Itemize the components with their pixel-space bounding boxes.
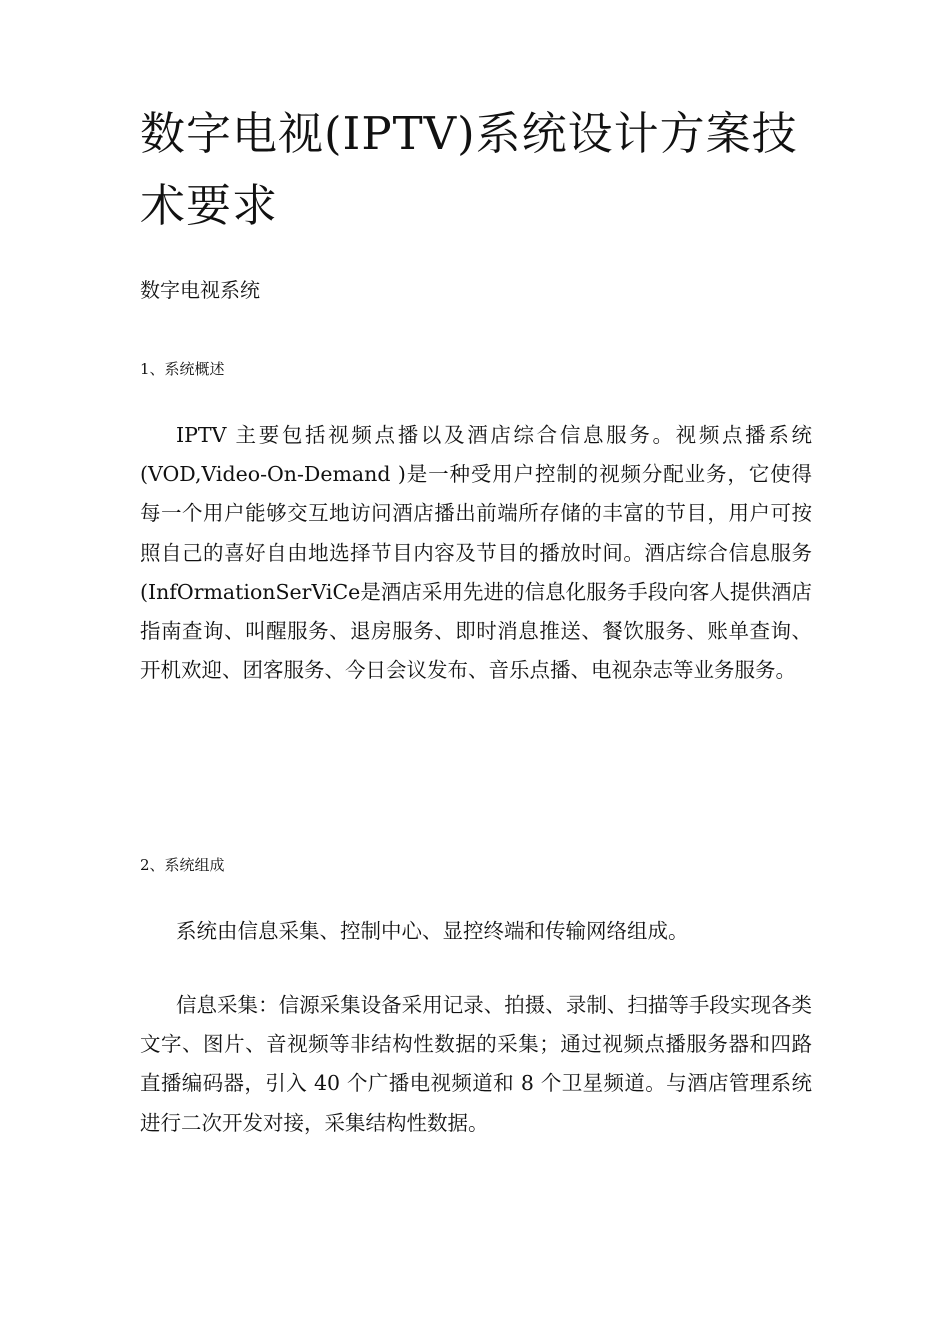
document-subtitle: 数字电视系统 — [140, 278, 260, 302]
document-title: 数字电视(IPTV)系统设计方案技术要求 — [140, 107, 798, 232]
composition-paragraph-collection: 信息采集：信源采集设备采用记录、拍摄、录制、扫描等手段实现各类文字、图片、音视频等非结构性数据的采集；通过视频点播服务器和四路直播编码器，引入 40 个广播电视频道和 8 个卫星频道。与酒店管理系统进行二次开发对接，采集结构性数据。 — [140, 993, 812, 1135]
composition-paragraph-intro: 系统由信息采集、控制中心、显控终端和传输网络组成。 — [176, 919, 689, 943]
section-heading-overview: 1、系统概述 — [140, 360, 225, 378]
section-heading-composition: 2、系统组成 — [140, 856, 225, 874]
overview-paragraph: IPTV 主要包括视频点播以及酒店综合信息服务。视频点播系统(VOD,Video-On-Demand )是一种受用户控制的视频分配业务，它使得每一个用户能够交互地访问酒店播出前端所存储的丰富的节目，用户可按照自己的喜好自由地选择节目内容及节目的播放时间。酒店综合信息服务(InfOrmationSerViCe是酒店采用先进的信息化服务手段向客人提供酒店指南查询、叫醒服务、退房服务、即时消息推送、餐饮服务、账单查询、开机欢迎、团客服务、今日会议发布、音乐点播、电视杂志等业务服务。 — [140, 423, 812, 683]
